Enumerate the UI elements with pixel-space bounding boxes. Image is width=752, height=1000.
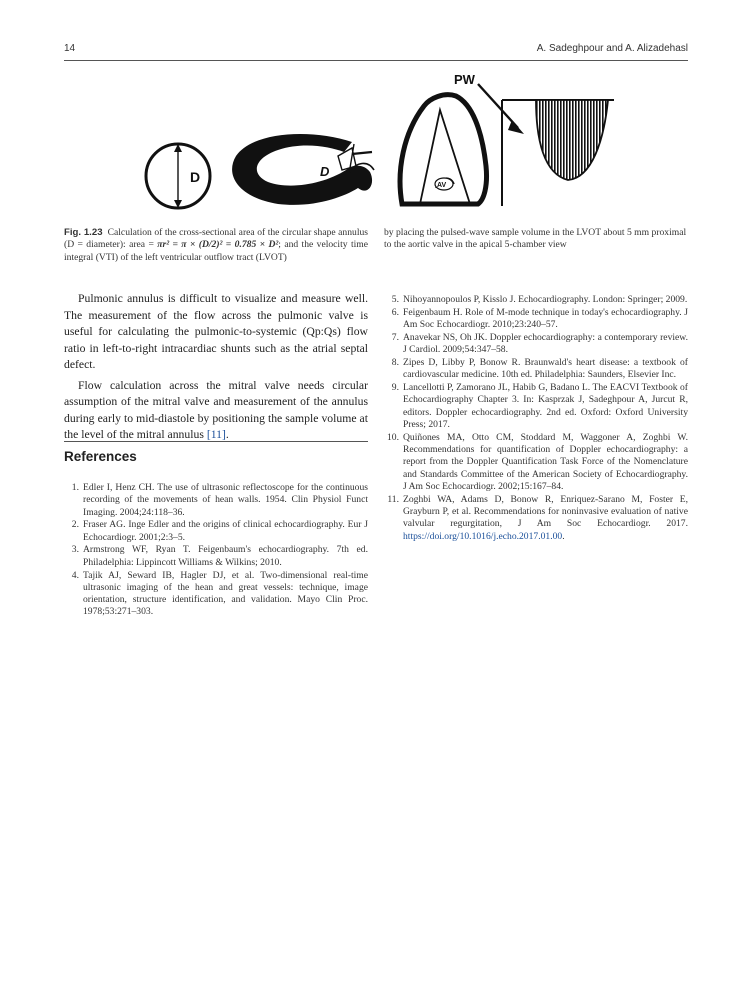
reference-text: Tajik AJ, Seward IB, Hagler DJ, et al. Two-dimensional real-time ultrasonic imaging of the hean and great vessels: technique, image orientation, structure identification, and validation. Mayo Clin Proc. 1978;53:271–303. [83,569,368,618]
reference-tail: . [562,530,565,542]
lvot-annulus-diagram [232,134,374,205]
reference-text: Edler I, Henz CH. The use of ultrasonic reflectoscope for the continuous recording of the movements of hean walls. 1954. Clin Physiol Funct Imaging. 2004;24:118–36. [83,482,368,518]
apical-5-chamber-diagram [400,72,524,204]
paragraph-2-text: Flow calculation across the mitral valve needs circular assumption of the mitral valve and measurement of the annulus during early to mid-diastole by positioning the sample volume at the level of the mitral annulus [64,378,368,441]
figure-1-23 [140,70,620,218]
citation-link[interactable]: [11] [206,428,226,441]
reference-text: Zipes D, Libby P, Bonow R. Braunwald's heart disease: a textbook of cardiovascular medicine. 10th ed. Philadelphia: Saunders, Elsevier Inc. [403,356,688,381]
reference-text: Anavekar NS, Oh JK. Doppler echocardiography: a contemporary review. J Cardiol. 2009;54:347–58. [403,331,688,356]
reference-item [384,432,688,493]
reference-item [64,544,368,569]
running-header-authors: A. Sadeghpour and A. Alizadehasl [536,43,688,54]
reference-number: 4. [71,569,79,581]
references-heading: References [64,449,137,464]
doppler-spectrum-diagram [502,100,614,206]
reference-item [64,570,368,619]
caption-formula: πr² = π × (D/2)² = 0.785 × D² [157,239,279,251]
reference-number: 3. [71,544,79,556]
reference-text: Fraser AG. Inge Edler and the origins of clinical echocardiography. Eur J Echocardiogr. 2001;2:3–5. [83,519,368,543]
reference-number: 6. [391,306,399,318]
reference-number: 10. [387,431,399,443]
figure-caption-left [64,227,368,264]
reference-item [64,519,368,544]
header-rule [64,60,688,61]
reference-list-left [64,482,368,619]
annulus-circle-diagram [146,144,210,208]
running-header [64,43,688,59]
reference-list-right [384,294,688,543]
reference-number: 1. [71,482,79,493]
caption-text-end: ; and the velocity time integral (VTI) of the left ventricular outflow tract (LVOT) [64,239,368,263]
reference-item [384,357,688,382]
caption-text-start: Calculation of the cross-sectional area of the circular shape annulus (D = diameter): area = [64,227,369,251]
page-number: 14 [64,43,76,54]
reference-item [384,307,688,332]
reference-number: 5. [391,294,399,305]
reference-item [64,482,368,519]
references-rule [64,441,368,442]
reference-text: Lancellotti P, Zamorano JL, Habib G, Badano L. The EACVI Textbook of Echocardiography Chapter 3. In: Kasprzak J, Sadeghpour A, Jurcut R, editors. Doppler echocardiography. 2nd ed. Oxford: Oxford University Press; 2017. [403,382,688,430]
body-text [64,291,368,444]
annulus-diameter-label: D [320,164,330,179]
reference-number: 2. [71,519,79,531]
aortic-valve-label: AV [437,182,447,189]
figure-label: Fig. 1.23 [64,227,103,238]
reference-text: Armstrong WF, Ryan T. Feigenbaum's echocardiography. 7th ed. Philadelphia: Lippincott Williams & Wilkins; 2010. [83,544,368,568]
reference-text: Quiñones MA, Otto CM, Stoddard M, Waggoner A, Zoghbi W. Recommendations for quantification of Doppler echocardiography: a report from the Doppler Quantification Task Force of the Nomenclature and Standards Committee of the American Society of Echocardiography. J Am Soc Echocardiogr. 2002;15:167–84. [403,431,688,492]
reference-item [384,382,688,431]
figure-caption-right: by placing the pulsed-wave sample volume in the LVOT about 5 mm proximal to the aortic valve in the apical 5-chamber view [384,227,687,251]
figure-illustration [140,70,620,218]
reference-number: 9. [391,382,399,394]
reference-text: Feigenbaum H. Role of M-mode technique in today's echocardiography. J Am Soc Echocardiogr. 2010;23:240–57. [403,306,688,331]
reference-text: Nihoyannopoulos P, Kisslo J. Echocardiography. London: Springer; 2009. [403,294,688,305]
paragraph-1: Pulmonic annulus is difficult to visualize and measure well. The measurement of the flow across the pulmonic valve is useful for calculating the pulmonic-to-systemic (Qp:Qs) flow ratio in left-to-right intracardiac shunts such as the atrial septal defect. [64,292,368,371]
reference-item [384,494,688,543]
paragraph-2-end: . [225,428,229,441]
reference-number: 11. [387,493,399,505]
pw-label: PW [454,72,475,87]
doi-link[interactable]: https://doi.org/10.1016/j.echo.2017.01.00 [403,530,563,542]
reference-number: 7. [391,331,399,343]
reference-item [384,294,688,306]
reference-item [384,332,688,357]
diameter-label: D [190,169,201,185]
paragraph-2 [64,378,368,444]
reference-number: 8. [391,356,399,368]
reference-text: Zoghbi WA, Adams D, Bonow R, Enriquez-Sarano M, Foster E, Grayburn P, et al. Recommendations for noninvasive evaluation of native valvular regurgitation, J Am Soc Echocardiogr. 2017. [403,493,688,530]
